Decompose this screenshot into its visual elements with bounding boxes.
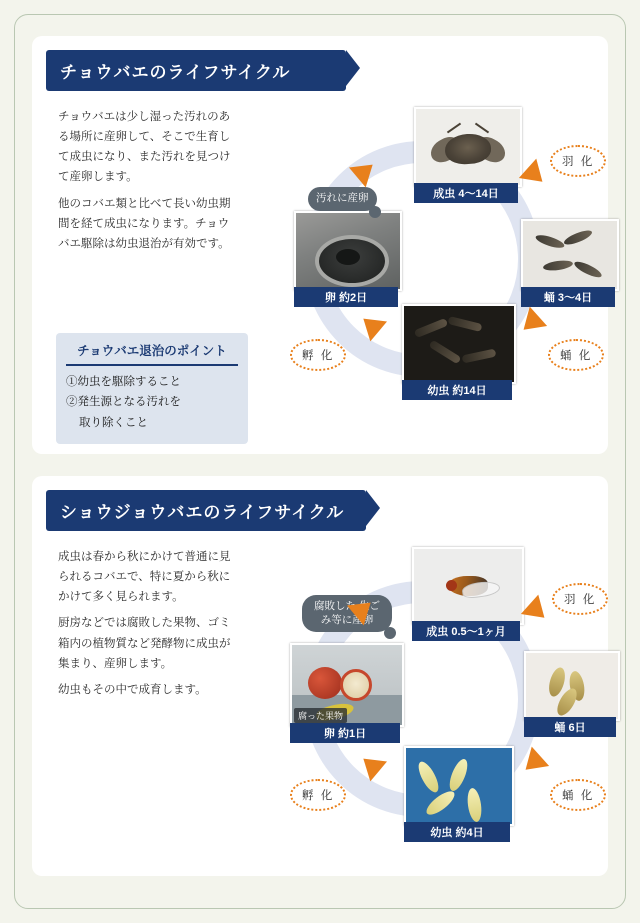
apple-icon (308, 667, 342, 699)
arrow-to-pupa (521, 595, 553, 628)
drain-hole-icon (336, 249, 360, 265)
section-body (46, 541, 597, 891)
hatching-label: 孵 化 (290, 779, 346, 811)
egg-caption: 卵 約2日 (294, 287, 398, 307)
pupa-caption: 蛹 3〜4日 (521, 287, 615, 307)
egg-caption: 卵 約1日 (290, 723, 400, 743)
lead-paragraph: 成虫は春から秋にかけて普通に見られるコバエで、特に夏から秋にかけて多く見られます。 (58, 551, 231, 604)
lead-paragraph: チョウバエは少し湿った汚れのある場所に産卵して、そこで生育して成虫になり、また汚れを見つけて産卵します。 (58, 111, 231, 184)
pupa-photo (524, 651, 620, 721)
maggot-icon (415, 759, 442, 795)
pupa-icon (573, 259, 604, 280)
moth-antenna-icon (475, 123, 489, 134)
point-box-list (66, 373, 238, 432)
lead-text (58, 107, 236, 260)
larva-illustration (404, 306, 514, 382)
adult-photo (412, 547, 524, 625)
point-item: ②発生源となる汚れを (66, 396, 181, 409)
arrow-to-pupa (519, 159, 551, 192)
lead-paragraph: 幼虫もその中で成育します。 (58, 683, 207, 696)
point-box (56, 333, 248, 444)
section-drain-fly (32, 36, 608, 454)
drain-illustration (296, 213, 400, 289)
fruitfly-illustration (414, 549, 522, 623)
pupation-label: 蛹 化 (550, 779, 606, 811)
section-fruit-fly (32, 476, 608, 876)
larva-icon (414, 318, 449, 338)
life-cycle-diagram (246, 541, 624, 891)
pupa-icon (562, 228, 593, 248)
section-body (46, 101, 594, 451)
adult-caption: 成虫 0.5〜1ヶ月 (412, 621, 520, 641)
maggot-illustration (406, 748, 512, 824)
lead-paragraph: 他のコバエ類と比べて長い幼虫期間を経て成虫になります。チョウバエ駆除は幼虫退治が有効です。 (58, 197, 231, 250)
pupation-label: 蛹 化 (548, 339, 604, 371)
larva-icon (448, 316, 483, 332)
larva-caption: 幼虫 約4日 (404, 822, 510, 842)
lead-paragraph: 厨房などでは腐敗した果物、ゴミ箱内の植物質など発酵物に成虫が集まり、産卵します。 (58, 617, 231, 670)
larva-photo (402, 304, 516, 384)
pupa-icon (543, 259, 574, 272)
emergence-label: 羽 化 (552, 583, 608, 615)
section-headline: チョウバエのライフサイクル (46, 50, 346, 91)
larva-photo (404, 746, 514, 826)
life-cycle-diagram (246, 101, 624, 451)
egg-site-bubble: 汚れに産卵 (308, 187, 377, 211)
egg-photo (294, 211, 402, 291)
pupa-photo (521, 219, 619, 291)
pupa-icon (534, 233, 565, 251)
section-headline: ショウジョウバエのライフサイクル (46, 490, 366, 531)
point-item: ①幼虫を駆除すること (66, 376, 181, 388)
egg-photo (290, 643, 404, 727)
larva-icon (428, 340, 461, 365)
larva-caption: 幼虫 約14日 (402, 380, 512, 400)
rotten-fruit-tag: 腐った果物 (294, 708, 347, 723)
emergence-label: 羽 化 (550, 145, 606, 177)
maggot-icon (446, 757, 471, 793)
fly-eye-icon (446, 580, 457, 591)
adult-photo (414, 107, 522, 187)
pupa-illustration (523, 221, 617, 289)
adult-caption: 成虫 4〜14日 (414, 183, 518, 203)
maggot-icon (466, 787, 484, 822)
moth-illustration (416, 109, 520, 185)
cut-apple-icon (340, 669, 372, 701)
egg-site-bubble: 腐敗した 生ごみ等に産卵 (302, 595, 392, 632)
point-box-title: チョウバエ退治のポイント (66, 341, 238, 366)
larva-icon (462, 349, 497, 364)
pupa-illustration (526, 653, 618, 719)
point-item: 取り除くこと (79, 416, 148, 429)
hatching-label: 孵 化 (290, 339, 346, 371)
moth-antenna-icon (447, 123, 461, 134)
lead-text (58, 547, 236, 706)
pupa-caption: 蛹 6日 (524, 717, 616, 737)
maggot-icon (423, 787, 458, 818)
